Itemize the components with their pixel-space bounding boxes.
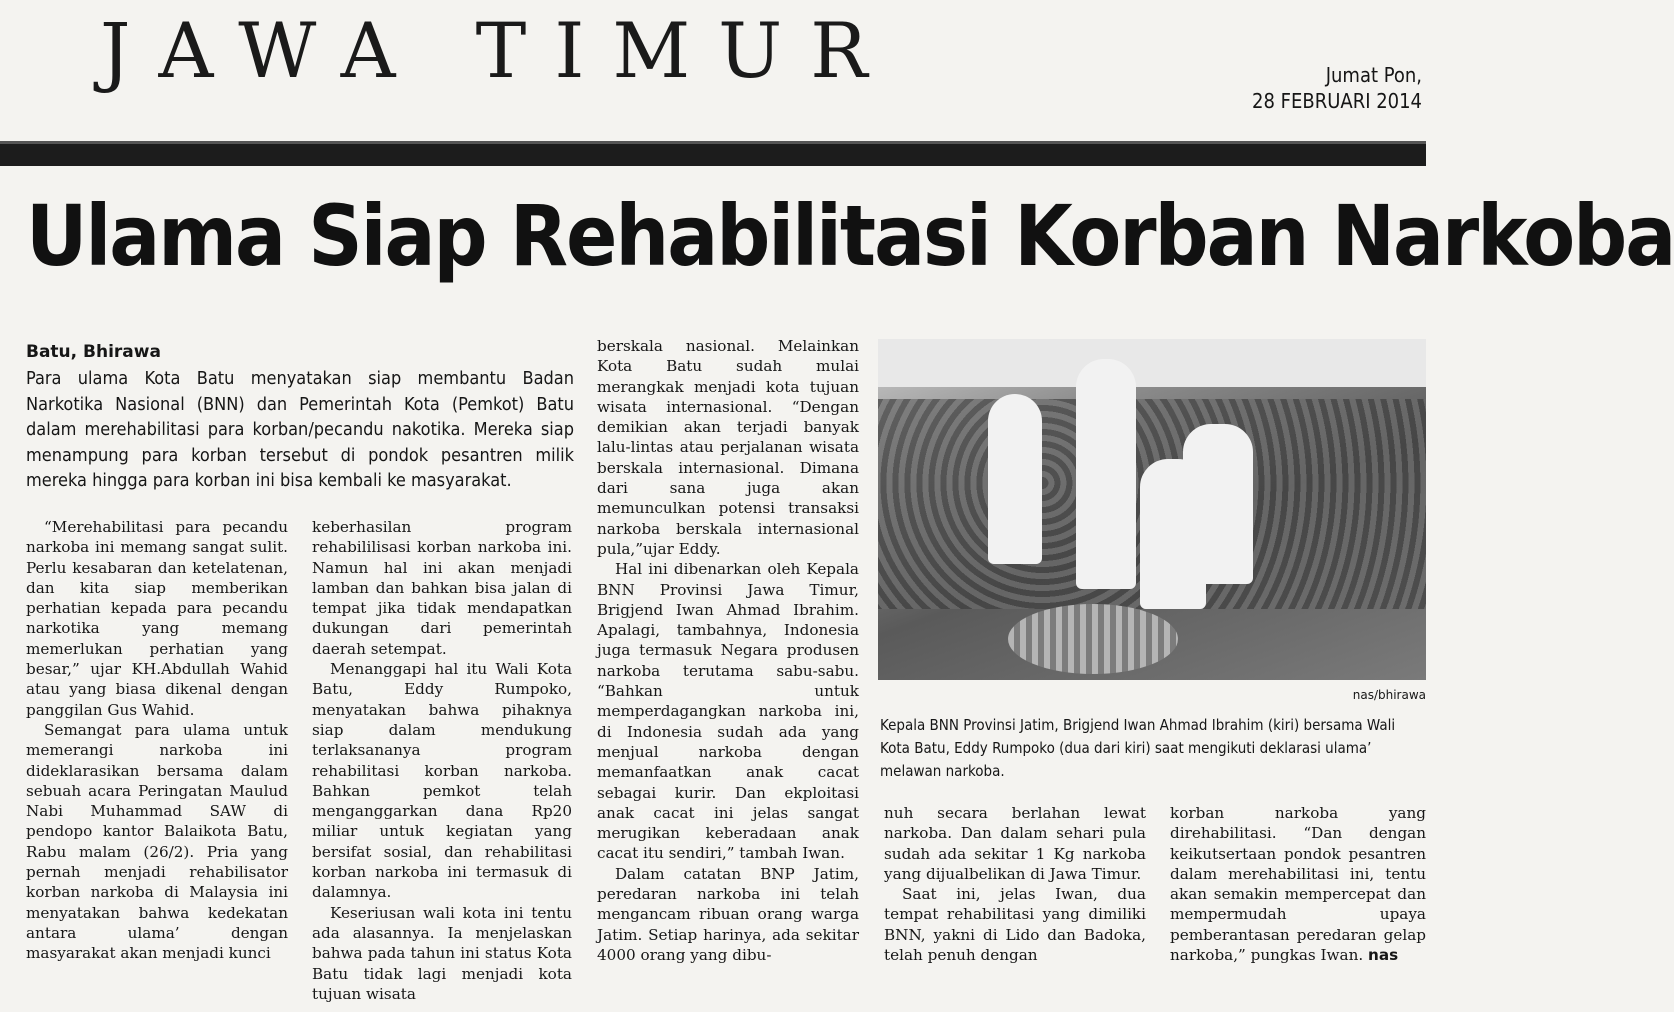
date-label: 28 FEBRUARI 2014 (1252, 89, 1422, 113)
paragraph (1170, 803, 1426, 965)
paragraph: keberhasilan program rehabililisasi korban narkoba ini. Namun hal ini akan menjadi lamban dan bahkan bisa jalan di tempat jika tidak mendapatkan dukungan dari pemerintah daerah setempat. (312, 518, 572, 658)
paragraph: Semangat para ulama untuk memerangi narkoba ini dideklarasikan bersama dalam sebuah acara Peringatan Maulud Nabi Muhammad SAW di pendopo kantor Balaikota Batu, Rabu malam (26/2). Pria yang pernah menjadi rehabilisator korban narkoba di Malaysia ini menyatakan bahwa kedekatan antara ulama’ dengan masyarakat akan menjadi kunci (26, 720, 288, 963)
paragraph: Hal ini dibenarkan oleh Kepala BNN Provinsi Jawa Timur, Brigjend Iwan Ahmad Ibrahim. Apalagi, tambahnya, Indonesia juga termasuk Negara produsen narkoba terutama sabu-sabu. “Bahkan untuk memperdagangkan narkoba ini, di Indonesia sudah ada yang menjual narkoba dengan memanfaatkan anak cacat sebagai kurir. Dan ekploitasi anak cacat ini jelas sangat merugikan keberadaan anak cacat itu sendiri,” tambah Iwan. (597, 560, 859, 863)
author-signoff: nas (1368, 946, 1399, 965)
photo-table (1008, 604, 1178, 674)
section-title: JAWA TIMUR (100, 6, 896, 95)
news-photo (878, 339, 1426, 680)
closing-text: korban narkoba yang direhabilitasi. “Dan dengan keikutsertaan pondok pesantren dalam merehabilitasi ini, tentu akan semakin mempercepat dan mempermudah upaya pemberantasan peredaran gelap narkoba,” pungkas Iwan. (1170, 804, 1426, 965)
body-column-2 (312, 517, 572, 1003)
photo-caption: Kepala BNN Provinsi Jatim, Brigjend Iwan Ahmad Ibrahim (kiri) bersama Wali Kota Batu, Eddy Rumpoko (dua dari kiri) saat mengikuti deklarasi ulama’ melawan narkoba. (880, 716, 1396, 780)
photo-person (1076, 359, 1136, 589)
photo-person (988, 394, 1042, 564)
byline: Batu, Bhirawa (26, 342, 161, 362)
photo-person (1183, 424, 1253, 584)
header-rule (0, 141, 1426, 166)
paragraph: Menanggapi hal itu Wali Kota Batu, Eddy Rumpoko, menyatakan bahwa pihaknya siap dalam mendukung terlaksananya program rehabilitasi korban narkoba. Bahkan pemkot telah menganggarkan dana Rp20 miliar untuk kegiatan yang bersifat sosial, dan rehabilitasi korban narkoba ini termasuk di dalamnya. (312, 660, 572, 902)
paragraph: berskala nasional. Melainkan Kota Batu sudah mulai merangkak menjadi kota tujuan wisata internasional. “Dengan demikian akan terjadi banyak lalu-lintas atau perjalanan wisata berskala internasional. Dimana dari sana juga akan memunculkan potensi transaksi narkoba berskala internasional pula,”ujar Eddy. (597, 337, 859, 558)
body-column-3 (597, 336, 859, 987)
dateline (1252, 62, 1422, 114)
photo-credit: nas/bhirawa (1352, 688, 1426, 702)
body-column-4 (884, 803, 1146, 987)
body-column-5 (1170, 803, 1426, 987)
paragraph: Keseriusan wali kota ini tentu ada alasannya. Ia menjelaskan bahwa pada tahun ini status Kota Batu tidak lagi menjadi kota tujuan wisata (312, 903, 572, 1003)
paragraph: Saat ini, jelas Iwan, dua tempat rehabilitasi yang dimiliki BNN, yakni di Lido dan Badoka, telah penuh dengan (884, 885, 1146, 965)
day-label: Jumat Pon, (1325, 63, 1422, 87)
lead-paragraph: Para ulama Kota Batu menyatakan siap membantu Badan Narkotika Nasional (BNN) dan Pemerintah Kota (Pemkot) Batu dalam merehabilitasi para korban/pecandu nakotika. Mereka siap menampung para korban tersebut di pondok pesantren milik mereka hingga para korban ini bisa kembali ke masyarakat. (26, 368, 574, 491)
photo-roof (878, 339, 1426, 387)
body-column-1 (26, 517, 288, 987)
paragraph: nuh secara berlahan lewat narkoba. Dan dalam sehari pula sudah ada sekitar 1 Kg narkoba yang dijualbelikan di Jawa Timur. (884, 804, 1146, 883)
paragraph: Dalam catatan BNP Jatim, peredaran narkoba ini telah mengancam ribuan orang warga Jatim. Setiap harinya, ada sekitar 4000 orang yang dibu- (597, 864, 859, 964)
headline: Ulama Siap Rehabilitasi Korban Narkoba (26, 187, 1674, 285)
paragraph: “Merehabilitasi para pecandu narkoba ini memang sangat sulit. Perlu kesabaran dan ketelatenan, dan kita siap memberikan perhatian kepada para pecandu narkotika yang memang memerlukan perhatian yang besar,” ujar KH.Abdullah Wahid atau yang biasa dikenal dengan panggilan Gus Wahid. (26, 518, 288, 719)
